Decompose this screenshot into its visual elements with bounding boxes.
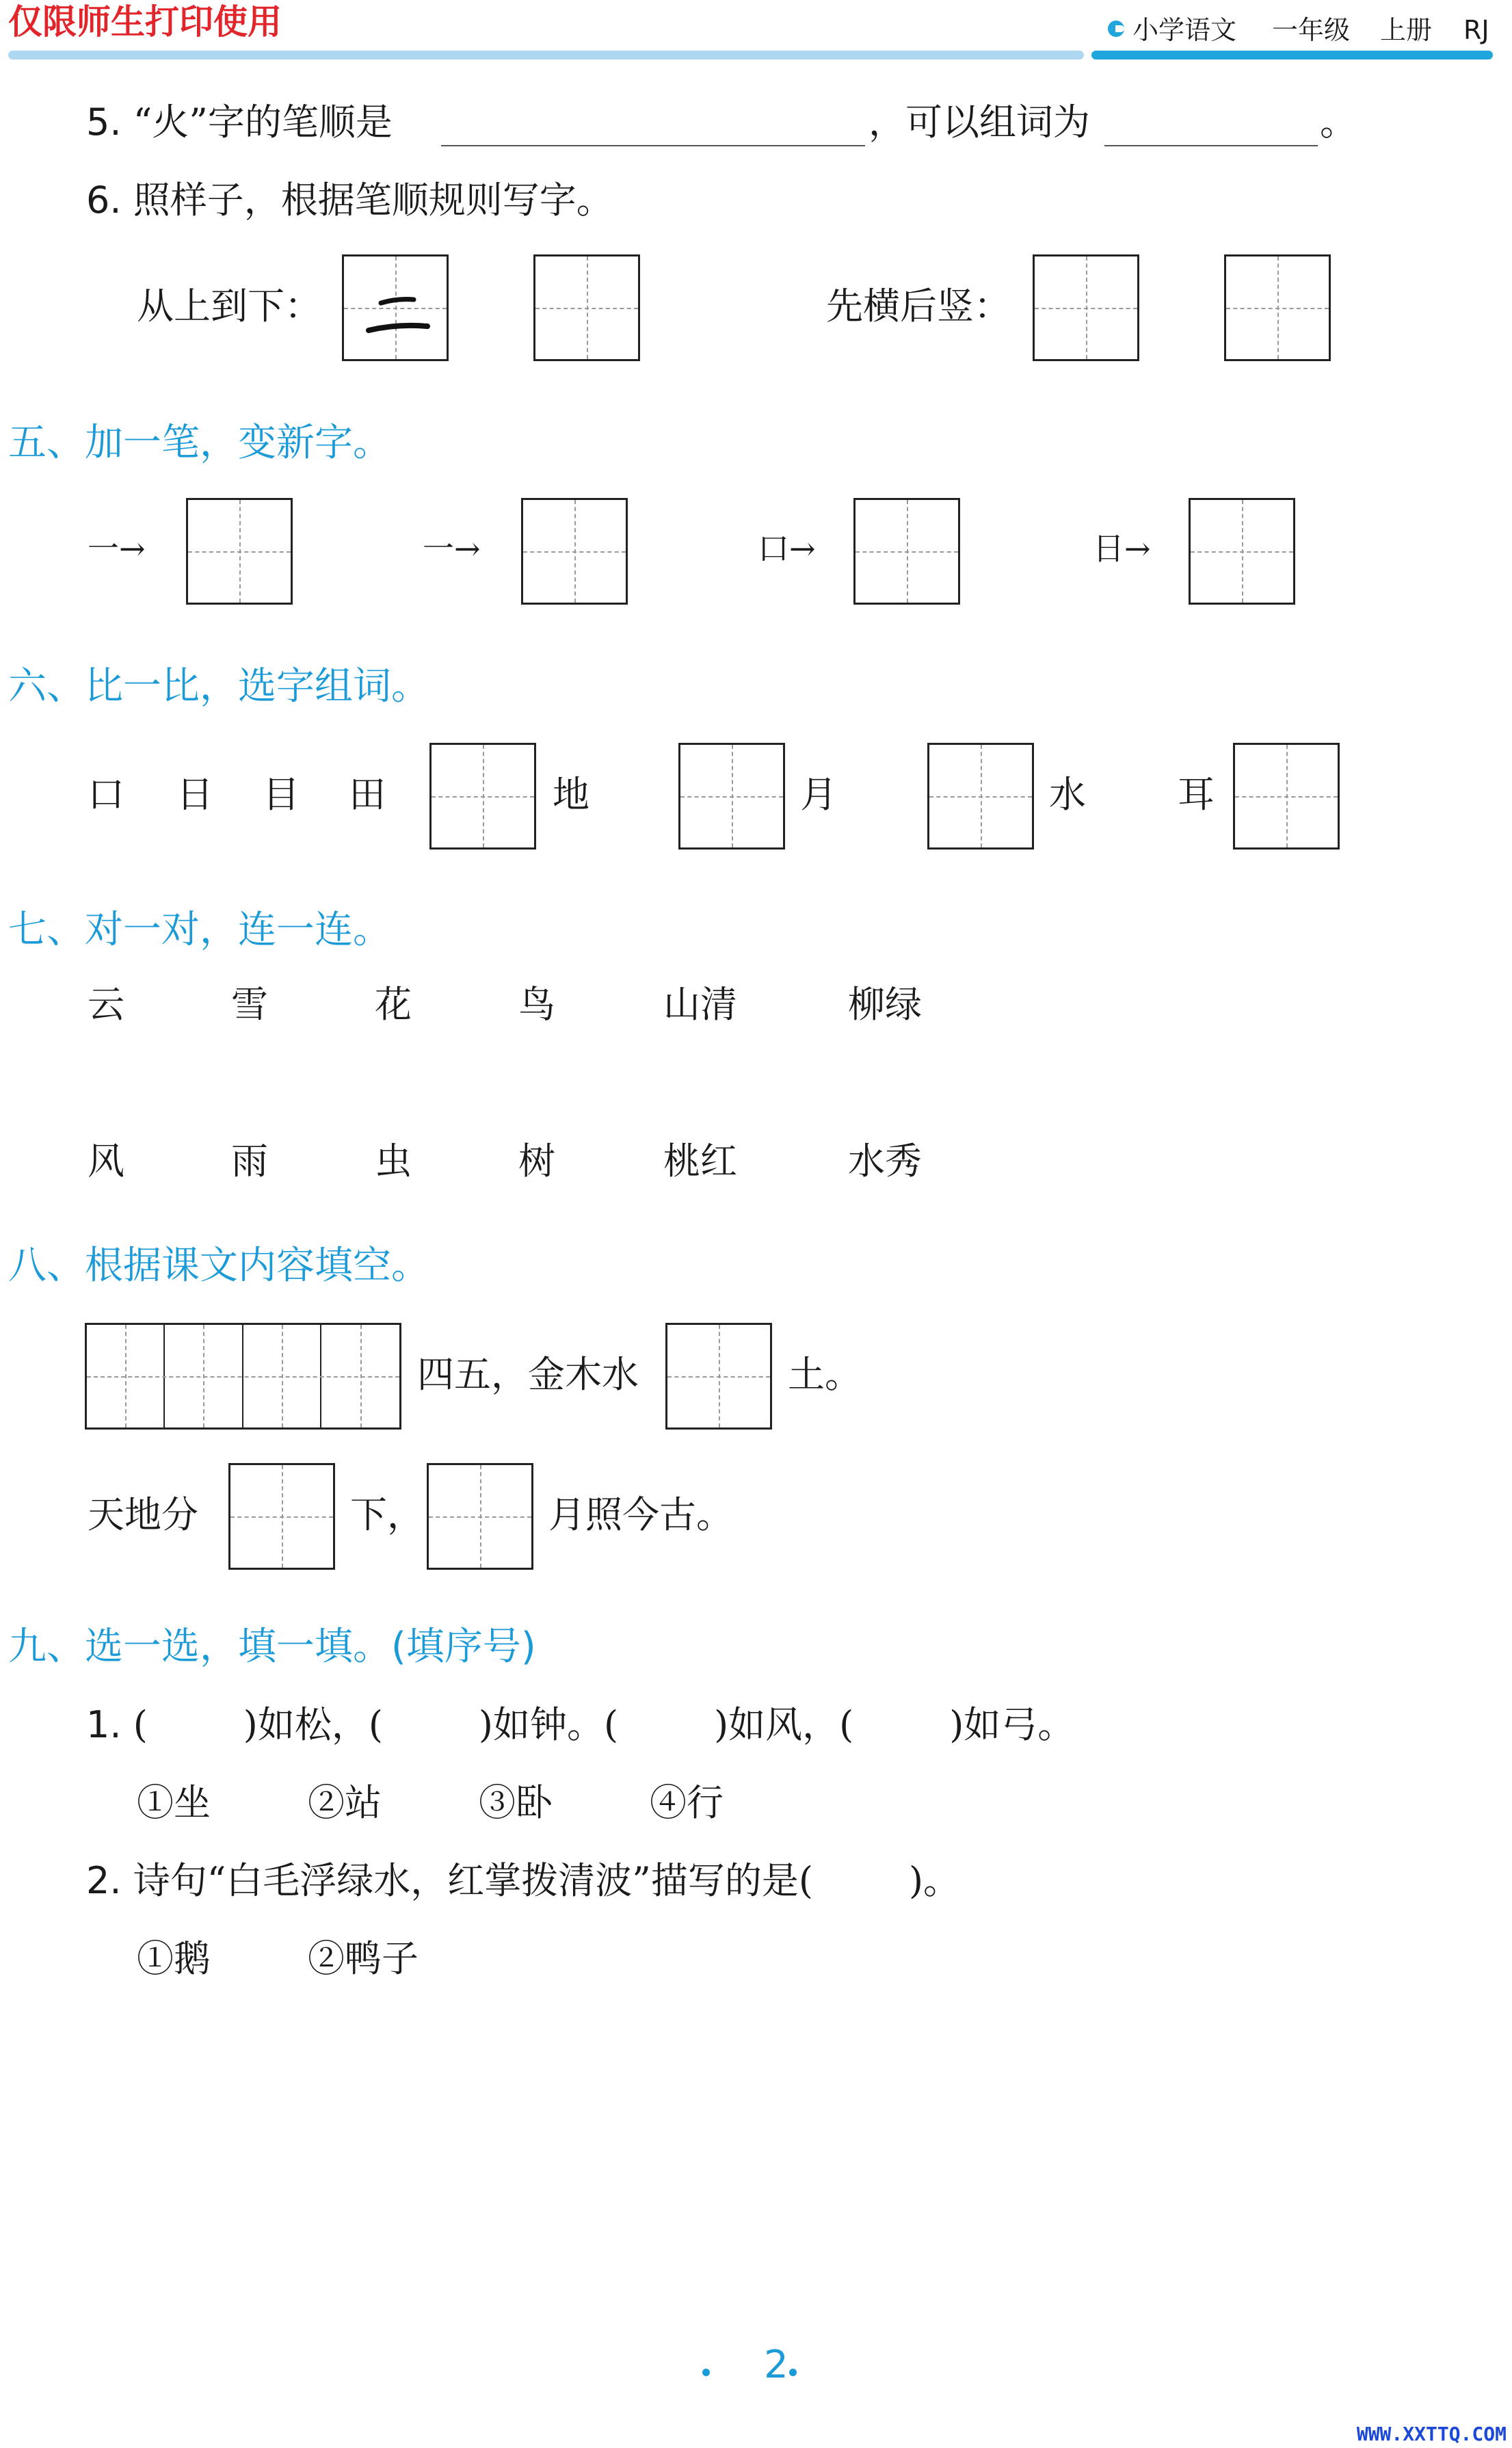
match-bottom-item[interactable]: 雨	[231, 1140, 268, 1183]
question-number: 2.	[86, 1859, 122, 1902]
base-character: 日	[1093, 530, 1124, 567]
section-5-title: 五、加一笔，变新字。	[8, 421, 391, 465]
writing-cell[interactable]	[321, 1325, 399, 1427]
writing-box[interactable]	[1033, 254, 1139, 361]
volume-label: 上册	[1380, 15, 1433, 45]
page-dot-right	[789, 2369, 797, 2376]
question-9-1	[86, 1701, 1074, 1749]
question-text: )如钟。(	[478, 1703, 619, 1746]
page-number: 2	[764, 2343, 788, 2387]
option-item: ②站	[308, 1781, 382, 1824]
match-top-item[interactable]: 山清	[663, 983, 737, 1026]
question-number: 5.	[86, 101, 122, 144]
option-item: ④行	[650, 1781, 724, 1824]
choice-character: 目	[263, 773, 300, 816]
writing-box[interactable]	[665, 1323, 772, 1430]
add-stroke-item	[758, 528, 816, 569]
base-character: 一	[423, 530, 454, 567]
subject-label: 小学语文	[1132, 15, 1237, 45]
option-item: ①坐	[137, 1781, 211, 1824]
match-bottom-item[interactable]: 风	[88, 1140, 124, 1183]
question-text: 。	[1320, 101, 1357, 144]
sample-character-er	[363, 281, 432, 343]
question-text: ，可以组词为	[868, 101, 1090, 144]
word-character: 地	[553, 773, 589, 816]
fill-text: 土。	[788, 1353, 862, 1396]
arrow-icon: →	[454, 530, 481, 567]
match-top-item[interactable]: 鸟	[518, 983, 555, 1026]
base-character: 口	[758, 530, 789, 567]
match-top-item[interactable]: 花	[375, 983, 412, 1026]
edition-label: RJ	[1463, 15, 1489, 45]
add-stroke-item	[1093, 528, 1151, 569]
fill-text: 月照今古。	[548, 1493, 733, 1536]
add-stroke-item	[88, 528, 146, 569]
writing-box[interactable]	[1233, 743, 1340, 850]
fill-text: 下，	[350, 1493, 424, 1536]
writing-box[interactable]	[927, 743, 1034, 850]
answer-blank-stroke-order[interactable]	[441, 145, 865, 146]
question-number: 1.	[86, 1703, 122, 1746]
match-top-item[interactable]: 云	[88, 983, 124, 1026]
fill-text: 天地分	[88, 1493, 198, 1536]
question-text: 诗句“白毛浮绿水，红掌拨清波”描写的是(	[133, 1859, 813, 1902]
print-restriction-title: 仅限师生打印使用	[8, 2, 282, 42]
question-text: (	[133, 1703, 148, 1746]
writing-cell[interactable]	[243, 1325, 321, 1427]
match-bottom-item[interactable]: 水秀	[848, 1140, 922, 1183]
writing-box[interactable]	[678, 743, 785, 850]
match-bottom-item[interactable]: 树	[518, 1140, 555, 1183]
writing-box[interactable]	[186, 498, 293, 605]
question-6	[86, 176, 613, 224]
question-text: )。	[908, 1859, 961, 1902]
question-text: 照样子，根据笔顺规则写字。	[133, 179, 613, 222]
writing-box[interactable]	[427, 1463, 533, 1570]
choice-character: 口	[88, 773, 124, 816]
arrow-icon: →	[1124, 530, 1151, 567]
writing-box[interactable]	[1189, 498, 1295, 605]
word-character: 耳	[1178, 773, 1215, 816]
rule-horizontal-then-vertical: 先横后竖：	[826, 285, 1011, 328]
example-box	[342, 254, 449, 361]
match-bottom-item[interactable]: 虫	[375, 1140, 412, 1183]
section-7-title: 七、对一对，连一连。	[8, 908, 391, 952]
grade-label: 一年级	[1272, 15, 1351, 45]
word-character: 月	[800, 773, 837, 816]
writing-box[interactable]	[429, 743, 536, 850]
writing-box[interactable]	[228, 1463, 335, 1570]
add-stroke-item	[423, 528, 481, 569]
subject-dot-icon	[1108, 21, 1124, 37]
header-bar-light	[8, 51, 1084, 60]
writing-box[interactable]	[521, 498, 628, 605]
page-dot-left	[702, 2369, 710, 2376]
site-watermark: WWW.XXTTQ.COM	[1356, 2423, 1507, 2445]
answer-blank-word[interactable]	[1104, 145, 1318, 146]
section-9-title: 九、选一选，填一填。(填序号)	[8, 1624, 536, 1669]
section-8-title: 八、根据课文内容填空。	[8, 1243, 429, 1288]
choice-character: 田	[349, 773, 386, 816]
question-5	[86, 98, 393, 146]
match-top-item[interactable]: 柳绿	[848, 983, 922, 1026]
section-6-title: 六、比一比，选字组词。	[8, 664, 429, 709]
writing-box[interactable]	[853, 498, 960, 605]
header-bar-dark	[1091, 51, 1493, 60]
question-text: )如风，(	[714, 1703, 854, 1746]
word-character: 水	[1049, 773, 1086, 816]
rule-top-to-bottom: 从上到下：	[137, 285, 321, 328]
option-item: ②鸭子	[308, 1937, 419, 1980]
question-text: “火”字的笔顺是	[133, 101, 393, 144]
option-item: ③卧	[479, 1781, 553, 1824]
question-number: 6.	[86, 179, 122, 222]
arrow-icon: →	[119, 530, 146, 567]
writing-cell[interactable]	[87, 1325, 165, 1427]
fill-text: 四五，金木水	[417, 1353, 639, 1396]
match-bottom-item[interactable]: 桃红	[663, 1140, 737, 1183]
base-character: 一	[88, 530, 119, 567]
arrow-icon: →	[789, 530, 816, 567]
question-text: )如松，(	[243, 1703, 383, 1746]
writing-box[interactable]	[533, 254, 640, 361]
writing-cell[interactable]	[165, 1325, 243, 1427]
question-text: )如弓。	[949, 1703, 1075, 1746]
question-9-2	[86, 1857, 960, 1905]
writing-box-row-4[interactable]	[85, 1323, 401, 1430]
option-item: ①鹅	[137, 1937, 211, 1980]
match-top-item[interactable]: 雪	[231, 983, 268, 1026]
writing-box[interactable]	[1224, 254, 1331, 361]
choice-character: 日	[176, 773, 213, 816]
